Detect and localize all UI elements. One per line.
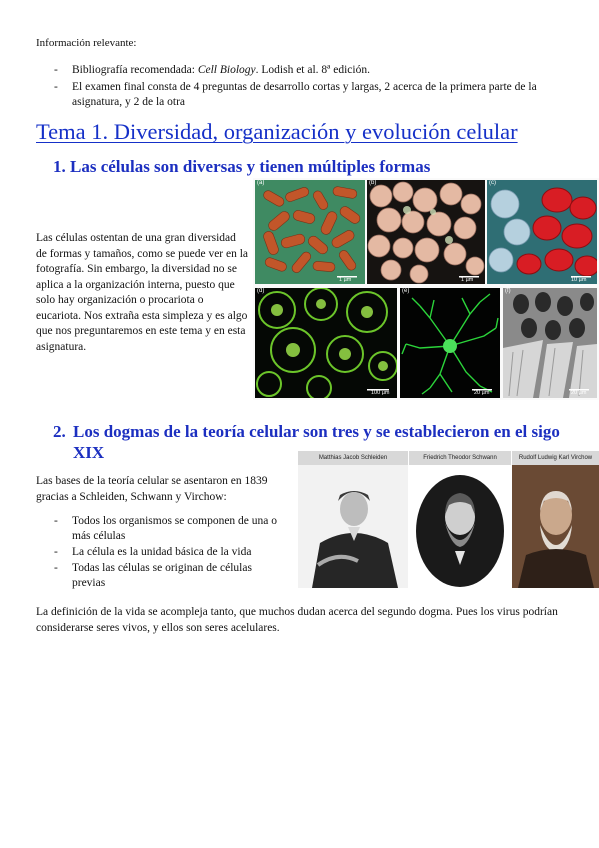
closing-paragraph: La definición de la vida se acompleja tanto, que muchos dudan acerca del segundo dogma. Pues los virus podrían considerarse seres vivos, y ellos son seres acelulares. <box>36 606 558 634</box>
micrograph-f <box>503 288 597 398</box>
panel-label: (a) <box>257 180 265 186</box>
cell-diversity-figure <box>253 178 599 400</box>
portrait-schleiden <box>298 465 408 588</box>
scale-bar-label: 1 µm <box>339 277 352 283</box>
portrait-schwann <box>409 465 511 588</box>
micrograph-b <box>367 180 485 284</box>
panel-label: (d) <box>257 288 265 294</box>
portrait-caption: Matthias Jacob Schleiden <box>298 451 409 465</box>
portrait-caption: Rudolf Ludwig Karl Virchow <box>512 451 599 465</box>
panel-label: (f) <box>505 288 511 294</box>
scale-bar-label: 1 µm <box>461 277 474 283</box>
dogma-item: - Todas las células se originan de células previas <box>36 561 286 591</box>
micrograph-d <box>255 288 397 398</box>
schwann-image <box>409 465 511 588</box>
info-list <box>36 63 576 112</box>
scale-bar-label: 10 µm <box>571 277 587 283</box>
scale-bar-label: 20 µm <box>571 390 587 396</box>
micrograph-c <box>487 180 597 284</box>
panel-label: (e) <box>402 288 410 294</box>
portrait-virchow <box>512 465 599 588</box>
exam-note-item: - El examen final consta de 4 preguntas de desarrollo cortas y largas, 2 acerca de la primera parte de la asignatura, y 2 de la otra <box>36 80 576 110</box>
scale-bar-label: 20 µm <box>474 390 490 396</box>
topic-title[interactable]: Tema 1. Diversidad, organización y evolución celular <box>36 119 518 144</box>
panel-label: (c) <box>489 180 496 186</box>
section-1-heading: 1. Las células son diversas y tienen múltiples formas <box>53 157 431 176</box>
virchow-image <box>512 465 599 588</box>
dogma-item: - La célula es la unidad básica de la vida <box>36 545 286 560</box>
intro-heading: Información relevante: <box>36 37 137 49</box>
cell-theory-dogmas-list <box>36 514 286 592</box>
bacteria-image <box>255 180 365 284</box>
section-2-paragraph: Las bases de la teoría celular se asentaron en 1839 gracias a Schleiden, Schwann y Virchow: <box>36 475 268 503</box>
blood-cells-image <box>487 180 597 284</box>
micrograph-a <box>255 180 365 284</box>
micrograph-e <box>400 288 500 398</box>
section-2-heading: 2. Los dogmas de la teoría celular son tres y se establecieron en el sigo XIX <box>53 422 560 462</box>
plant-tissue-image <box>503 288 597 398</box>
panel-label: (b) <box>369 180 377 186</box>
scale-bar-label: 100 µm <box>371 390 390 396</box>
algae-image <box>255 288 397 398</box>
section-1-paragraph: Las células ostentan de una gran diversidad de formas y tamaños, como se puede ver en la fotografía. Sin embargo, la diversidad no se aplica a la organización interna, puesto que solo hay organización o procariota o eucariota. Nos extraña esta simpleza y es algo que nos preguntaremos en este tema y en esta asignatura. <box>36 232 249 353</box>
portrait-caption: Friedrich Theodor Schwann <box>409 451 512 465</box>
yeast-image <box>367 180 485 284</box>
book-title: Cell Biology <box>197 64 256 76</box>
scientists-portraits <box>298 451 599 588</box>
neuron-image <box>400 288 500 398</box>
schleiden-image <box>298 465 408 588</box>
bibliography-item: - Bibliografía recomendada: Cell Biology. Lodish et al. 8ª edición. <box>36 63 576 78</box>
dogma-item: - Todos los organismos se componen de una o más células <box>36 514 286 544</box>
